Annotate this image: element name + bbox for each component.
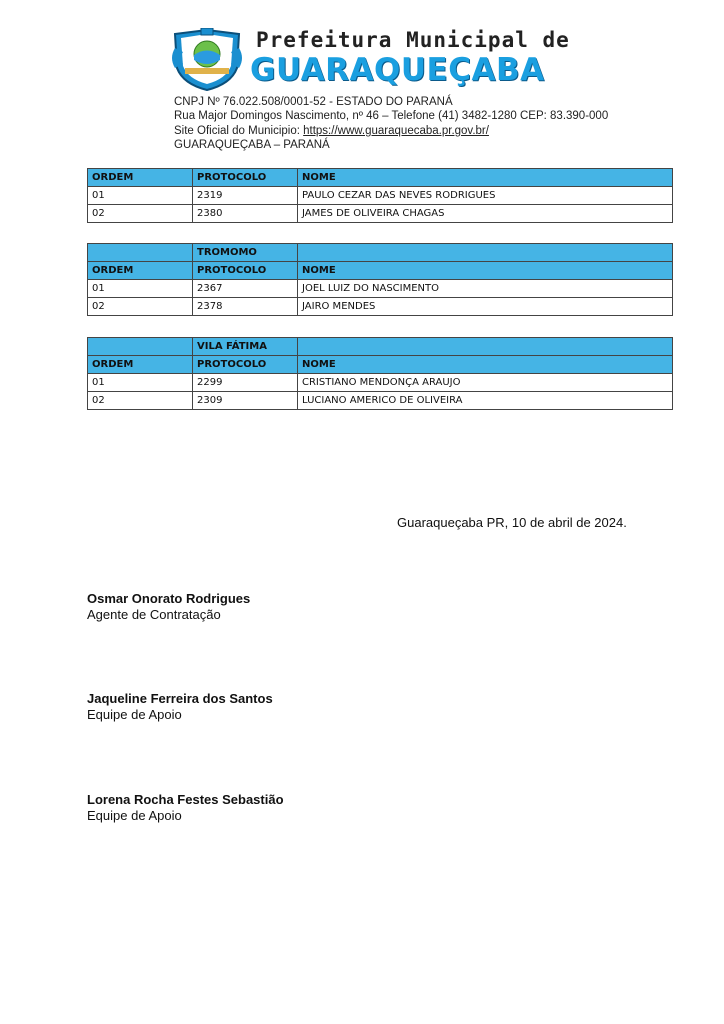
- signature-block: [87, 691, 273, 723]
- section-spacer: [298, 338, 673, 356]
- table-row: [88, 280, 673, 298]
- cell-nome: JAIRO MENDES: [298, 298, 673, 316]
- site-label: Site Oficial do Municipio:: [174, 124, 304, 137]
- cell-nome: LUCIANO AMERICO DE OLIVEIRA: [298, 392, 673, 410]
- results-table-2: [87, 243, 673, 316]
- address-line: Rua Major Domingos Nascimento, nº 46 – Telefone (41) 3482-1280 CEP: 83.390-000: [174, 110, 609, 123]
- table-section-row: [88, 338, 673, 356]
- table-row: [88, 298, 673, 316]
- table-row: [88, 187, 673, 205]
- signatory-name: Jaqueline Ferreira dos Santos: [87, 691, 273, 706]
- site-link[interactable]: https://www.guaraquecaba.pr.gov.br/: [303, 124, 489, 137]
- cell-ordem: 02: [88, 205, 193, 223]
- header-protocolo: PROTOCOLO: [193, 262, 298, 280]
- table-header-row: [88, 262, 673, 280]
- header-ordem: ORDEM: [88, 262, 193, 280]
- header-nome: NOME: [298, 262, 673, 280]
- cell-ordem: 01: [88, 280, 193, 298]
- table-header-row: [88, 169, 673, 187]
- section-spacer: [298, 244, 673, 262]
- cell-protocolo: 2299: [193, 374, 298, 392]
- section-title: VILA FÁTIMA: [193, 338, 298, 356]
- municipal-logo-icon: [171, 28, 243, 92]
- cell-nome: JAMES DE OLIVEIRA CHAGAS: [298, 205, 673, 223]
- cell-protocolo: 2378: [193, 298, 298, 316]
- brand-city-name: GUARAQUEÇABA: [250, 52, 545, 88]
- header-nome: NOME: [298, 356, 673, 374]
- cell-ordem: 02: [88, 298, 193, 316]
- table-row: [88, 392, 673, 410]
- cell-protocolo: 2319: [193, 187, 298, 205]
- section-spacer: [88, 338, 193, 356]
- signatory-role: Equipe de Apoio: [87, 707, 182, 722]
- cell-ordem: 01: [88, 374, 193, 392]
- signature-block: [87, 792, 284, 824]
- city-line: GUARAQUEÇABA – PARANÁ: [174, 138, 330, 151]
- header-nome: NOME: [298, 169, 673, 187]
- table-row: [88, 205, 673, 223]
- signatory-name: Osmar Onorato Rodrigues: [87, 591, 251, 606]
- table-section-row: [88, 244, 673, 262]
- signature-block: [87, 591, 250, 623]
- header-protocolo: PROTOCOLO: [193, 169, 298, 187]
- table-row: [88, 374, 673, 392]
- cell-protocolo: 2380: [193, 205, 298, 223]
- date-line: Guaraqueçaba PR, 10 de abril de 2024.: [397, 515, 627, 530]
- results-table-1: [87, 168, 673, 223]
- signatory-name: Lorena Rocha Festes Sebastião: [87, 792, 284, 807]
- cnpj-line: CNPJ Nº 76.022.508/0001-52 - ESTADO DO PARANÁ: [174, 96, 453, 108]
- signatory-role: Agente de Contratação: [87, 607, 221, 622]
- site-line: [174, 124, 608, 138]
- header-ordem: ORDEM: [88, 169, 193, 187]
- section-spacer: [88, 244, 193, 262]
- table-header-row: [88, 356, 673, 374]
- cell-ordem: 02: [88, 392, 193, 410]
- cell-nome: PAULO CEZAR DAS NEVES RODRIGUES: [298, 187, 673, 205]
- header-protocolo: PROTOCOLO: [193, 356, 298, 374]
- cell-protocolo: 2309: [193, 392, 298, 410]
- cell-nome: JOEL LUIZ DO NASCIMENTO: [298, 280, 673, 298]
- header-ordem: ORDEM: [88, 356, 193, 374]
- section-title: TROMOMO: [193, 244, 298, 262]
- cell-nome: CRISTIANO MENDONÇA ARAUJO: [298, 374, 673, 392]
- cell-ordem: 01: [88, 187, 193, 205]
- brand-title: Prefeitura Municipal de: [256, 28, 570, 52]
- header-address-block: [174, 95, 608, 152]
- results-table-3: [87, 337, 673, 410]
- cell-protocolo: 2367: [193, 280, 298, 298]
- signatory-role: Equipe de Apoio: [87, 808, 182, 823]
